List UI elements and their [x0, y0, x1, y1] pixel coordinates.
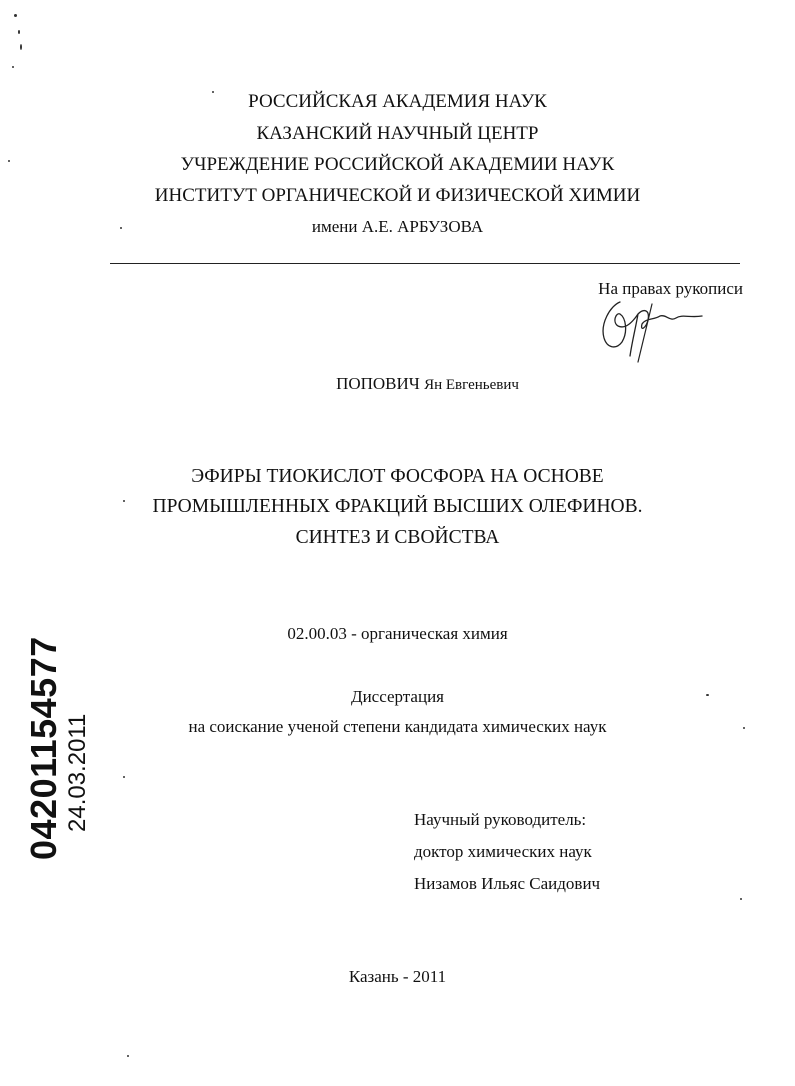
specialty-code: 02.00.03 - органическая химия [287, 624, 508, 643]
thesis-title-line-1: ЭФИРЫ ТИОКИСЛОТ ФОСФОРА НА ОСНОВЕ [191, 466, 604, 487]
thesis-title-line-3: СИНТЕЗ И СВОЙСТВА [295, 527, 500, 548]
scan-speck [18, 30, 20, 34]
thesis-title-line-2: ПРОМЫШЛЕННЫХ ФРАКЦИЙ ВЫСШИХ ОЛЕФИНОВ. [152, 496, 643, 517]
scan-speck [8, 160, 10, 162]
place-year: Казань - 2011 [348, 967, 447, 986]
institute-name: ИНСТИТУТ ОРГАНИЧЕСКОЙ И ФИЗИЧЕСКОЙ ХИМИИ [154, 185, 641, 206]
author-name [0, 374, 795, 394]
degree-sought: на соискание ученой степени кандидата химических наук [188, 717, 607, 736]
header-divider [110, 263, 740, 264]
academy-name: РОССИЙСКАЯ АКАДЕМИЯ НАУК [248, 91, 547, 112]
author-surname: ПОПОВИЧ [336, 374, 420, 393]
supervisor-name: Низамов Ильяс Саидович [414, 874, 601, 893]
scan-speck [706, 694, 709, 696]
scan-speck [740, 898, 742, 900]
stamp-number: 04201154577 [23, 636, 64, 860]
manuscript-note: На правах рукописи [598, 279, 743, 298]
stamp-date: 24.03.2011 [64, 713, 91, 832]
scan-speck [743, 727, 745, 729]
author-given-names: Ян Евгеньевич [424, 377, 519, 393]
document-type: Диссертация [350, 687, 444, 706]
scan-speck [14, 14, 17, 17]
supervisor-degree: доктор химических наук [414, 842, 592, 861]
institution-type: УЧРЕЖДЕНИЕ РОССИЙСКОЙ АКАДЕМИИ НАУК [180, 154, 615, 175]
center-name: КАЗАНСКИЙ НАУЧНЫЙ ЦЕНТР [256, 123, 539, 144]
scan-speck [127, 1055, 129, 1057]
supervisor-label: Научный руководитель: [414, 810, 587, 829]
scan-speck [120, 227, 122, 229]
scan-speck [123, 500, 125, 502]
institute-named-after: имени А.Е. АРБУЗОВА [311, 217, 484, 236]
scan-speck [123, 776, 125, 778]
scan-speck [20, 44, 22, 50]
signature [590, 292, 710, 366]
scan-speck [12, 66, 14, 68]
scan-speck [212, 91, 214, 93]
